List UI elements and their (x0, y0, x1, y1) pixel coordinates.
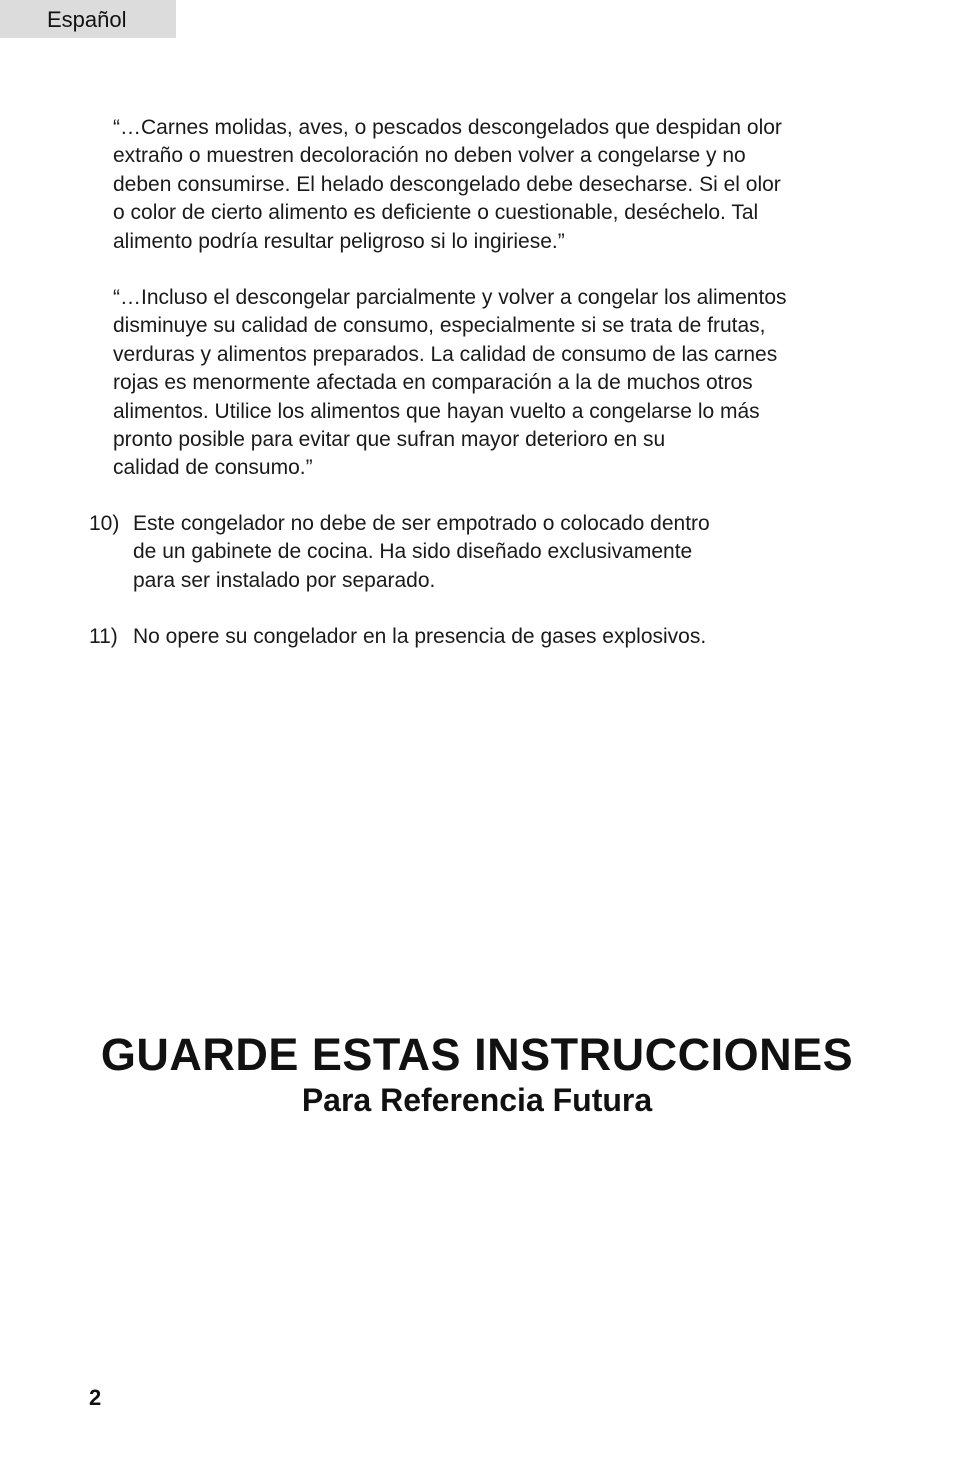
language-tab (0, 0, 176, 38)
text-line: deben consumirse. El helado descongelado debe desecharse. Si el olor (113, 172, 781, 196)
text-line: “…Carnes molidas, aves, o pescados descongelados que despidan olor (113, 116, 782, 139)
text-line: “…Incluso el descongelar parcialmente y volver a congelar los alimentos (113, 286, 787, 309)
text-line: alimento podría resultar peligroso si lo ingiriese.” (113, 229, 565, 253)
list-item-10 (89, 510, 889, 595)
text-line: pronto posible para evitar que sufran mayor deterioro en su (113, 428, 666, 452)
text-line: disminuye su calidad de consumo, especialmente si se trata de frutas, (113, 314, 766, 338)
text-line: calidad de consumo.” (113, 456, 313, 480)
closing-title: GUARDE ESTAS INSTRUCCIONES (100, 1029, 854, 1080)
text-line: o color de cierto alimento es deficiente o cuestionable, deséchelo. Tal (113, 201, 759, 225)
closing-subtitle: Para Referencia Futura (301, 1082, 653, 1118)
list-item-11 (89, 623, 889, 651)
language-tab-label: Español (47, 7, 127, 32)
save-instructions-heading (0, 1028, 954, 1118)
list-item-number: 11) (89, 625, 118, 648)
text-line: verduras y alimentos preparados. La calidad de consumo de las carnes (113, 342, 778, 366)
text-line: Este congelador no debe de ser empotrado o colocado dentro (133, 512, 710, 535)
quote-paragraph-refreezing (113, 284, 893, 483)
text-line: para ser instalado por separado. (133, 568, 436, 592)
list-item-number: 10) (89, 512, 120, 535)
text-line: alimentos. Utilice los alimentos que hayan vuelto a congelarse lo más (113, 399, 760, 423)
quote-paragraph-ground-meat (113, 114, 893, 256)
page-number: 2 (89, 1385, 102, 1410)
text-line: No opere su congelador en la presencia de gases explosivos. (133, 625, 707, 648)
text-line: rojas es menormente afectada en comparación a la de muchos otros (113, 371, 753, 395)
text-line: extraño o muestren decoloración no deben volver a congelarse y no (113, 144, 746, 168)
text-line: de un gabinete de cocina. Ha sido diseñado exclusivamente (133, 540, 693, 564)
